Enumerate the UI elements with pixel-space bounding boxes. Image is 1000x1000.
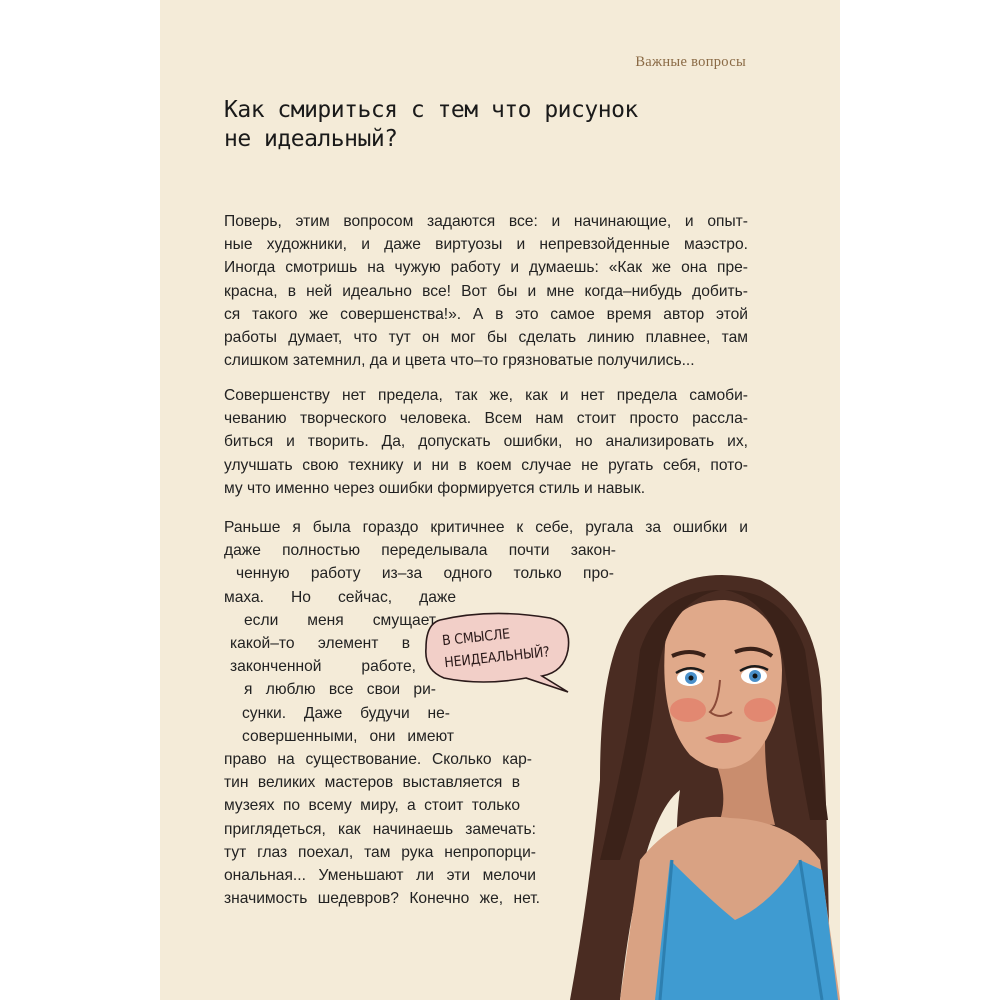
title-line: Как смириться с тем что рисунок bbox=[224, 97, 638, 123]
text-line: красна, в ней идеально все! Вот бы и мне когда–нибудь добить- bbox=[224, 282, 748, 300]
text-line: улучшать свою технику и ни в коем случае не ругать себя, пото- bbox=[224, 456, 748, 474]
text-line: если меня смущает bbox=[244, 611, 436, 629]
text-line: маха. Но сейчас, даже bbox=[224, 588, 456, 606]
text-line: Совершенству нет предела, так же, как и нет предела самоби- bbox=[224, 387, 748, 404]
text-line: ональная... Уменьшают ли эти мелочи bbox=[224, 867, 536, 885]
text-line: музеях по всему миру, а стоит только bbox=[224, 797, 520, 815]
text-line: совершенными, они имеют bbox=[242, 727, 454, 745]
text-line: тин великих мастеров выставляется в bbox=[224, 774, 520, 792]
text-line: право на существование. Сколько кар- bbox=[224, 751, 532, 769]
text-line: тут глаз поехал, там рука непропорци- bbox=[224, 843, 536, 861]
running-head: Важные вопросы bbox=[635, 54, 746, 70]
text-line: му что именно через ошибки формируется стиль и навык. bbox=[224, 479, 646, 497]
text-line: работы думает, что тут он мог бы сделать линию плавнее, там bbox=[224, 329, 748, 347]
text-line: биться и творить. Да, допускать ошибки, но анализировать их, bbox=[224, 433, 748, 451]
text-line: Раньше я была гораздо критичнее к себе, ругала за ошибки и bbox=[224, 519, 748, 536]
text-line: я люблю все свои ри- bbox=[244, 681, 436, 699]
text-line: приглядеться, как начинаешь замечать: bbox=[224, 820, 536, 838]
text-line: даже полностью переделывала почти закон- bbox=[224, 542, 616, 560]
bubble-line: В СМЫСЛЕ bbox=[441, 626, 511, 650]
text-line: законченной работе, bbox=[230, 658, 416, 676]
page-title bbox=[224, 96, 784, 154]
text-line: какой–то элемент в bbox=[230, 635, 410, 653]
text-line: ся такого же совершенства!». А в это самое время автор этой bbox=[224, 305, 748, 323]
text-line: слишком затемнил, да и цвета что–то грязноватые получились... bbox=[224, 352, 695, 370]
girl-illustration bbox=[560, 560, 840, 1000]
text-line: Поверь, этим вопросом задаются все: и начинающие, и опыт- bbox=[224, 213, 748, 230]
bubble-line: НЕИДЕАЛЬНЫЙ? bbox=[443, 644, 551, 672]
text-line: Иногда смотришь на чужую работу и думаешь: «Как же она пре- bbox=[224, 259, 748, 277]
text-line: значимость шедевров? Конечно же, нет. bbox=[224, 890, 540, 908]
text-line: ные художники, и даже виртуозы и непревзойденные маэстро. bbox=[224, 236, 748, 254]
text-line: ченную работу из–за одного только про- bbox=[236, 565, 614, 583]
paragraph-2 bbox=[224, 384, 748, 500]
text-line: чеванию творческого человека. Всем нам стоит просто рассла- bbox=[224, 410, 748, 428]
text-line: сунки. Даже будучи не- bbox=[242, 704, 450, 722]
title-line: не идеальный? bbox=[224, 126, 398, 152]
book-page bbox=[160, 0, 840, 1000]
paragraph-1 bbox=[224, 210, 748, 372]
